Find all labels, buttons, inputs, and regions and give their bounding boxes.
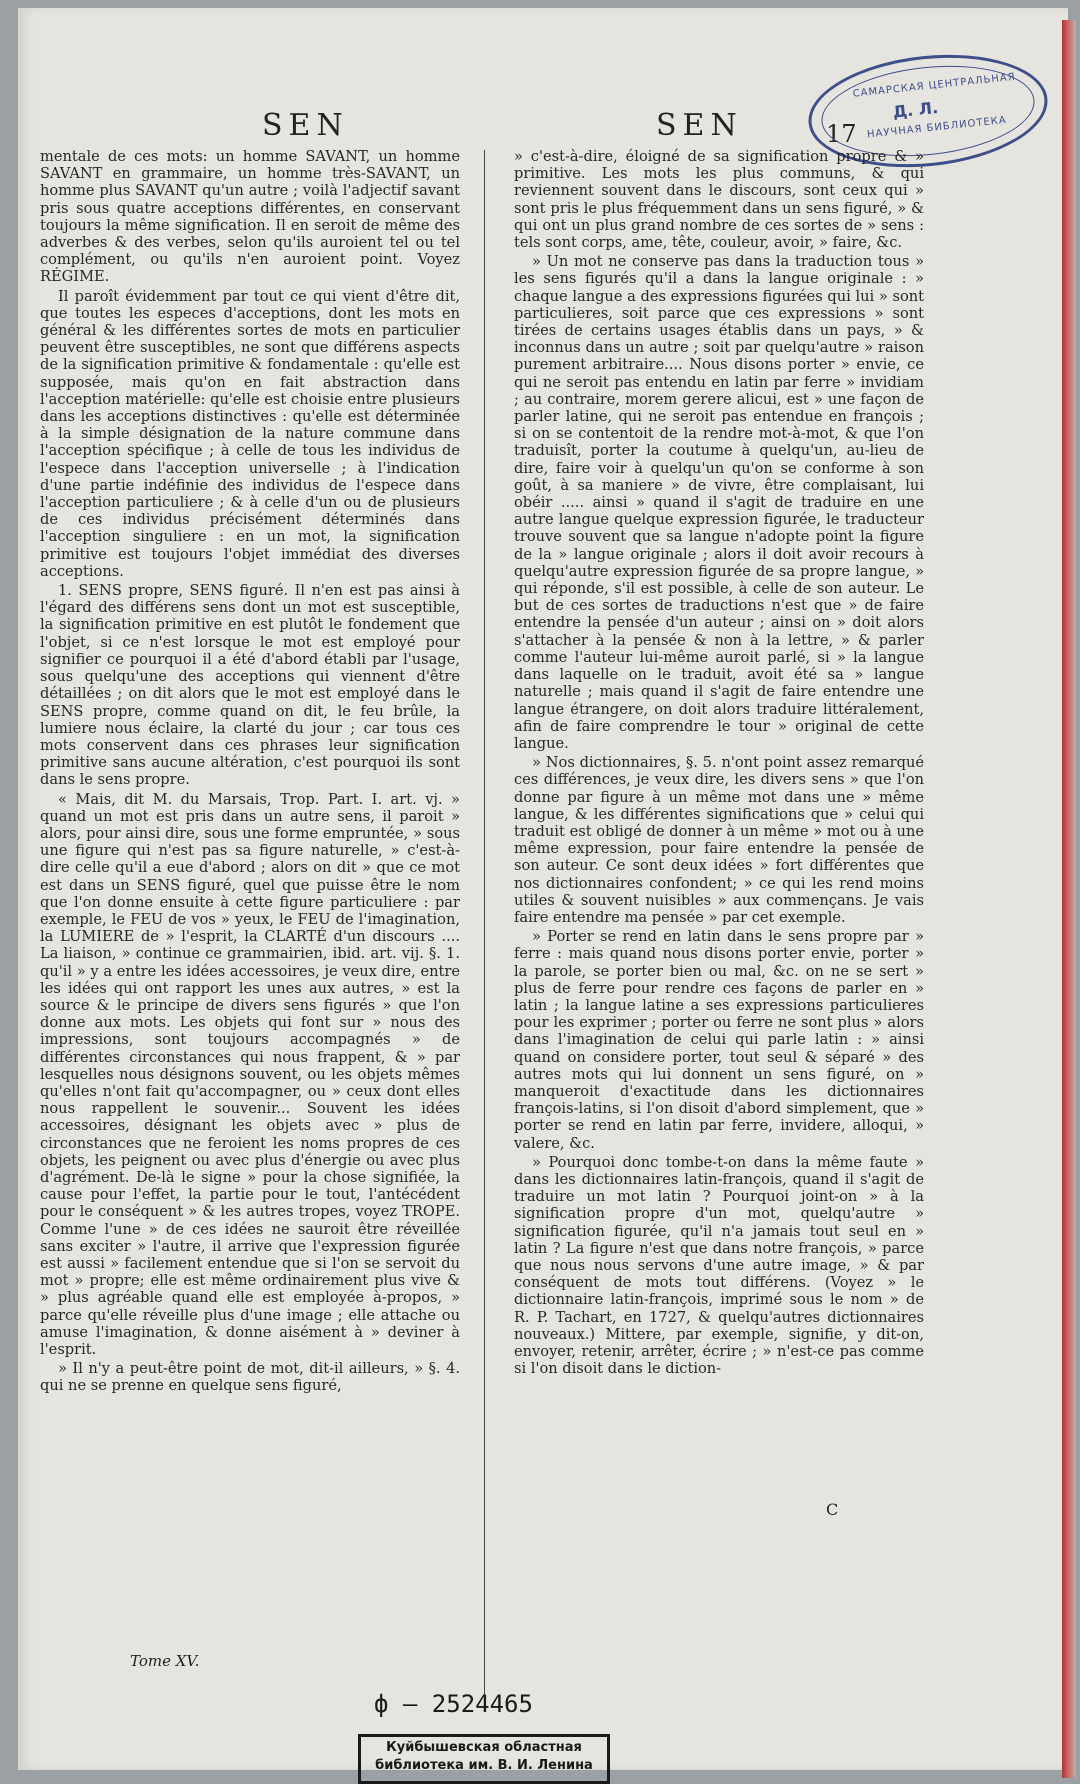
running-head-right: SEN bbox=[656, 108, 743, 143]
paragraph: » c'est-à-dire, éloigné de sa signification propre & » primitive. Les mots les plus communs, & qui reviennent souvent dans le discours, sont ceux qui » sont pris le plus fréquemment dans un sens figuré, » & qui ont un plus grand nombre de ces sortes de » sens : tels sont corps, ame, tête, couleur, avoir, » faire, &c. bbox=[514, 148, 924, 252]
column-divider bbox=[484, 150, 485, 1698]
stamp-rect-line1: Куйбышевская областная bbox=[386, 1740, 582, 1755]
paragraph: » Il n'y a peut-être point de mot, dit-il ailleurs, » §. 4. qui ne se prenne en quelque sens figuré, bbox=[40, 1360, 460, 1395]
volume-label: Tome XV. bbox=[130, 1652, 200, 1670]
paragraph: » Pourquoi donc tombe-t-on dans la même faute » dans les dictionnaires latin-françois, quand il s'agit de traduire un mot latin ? Pourquoi joint-on » à la signification propre d'un mot, quelqu'autre » signification figurée, qu'il n'a jamais tout seul en » latin ? La figure n'est que dans notre françois, » parce que nous nous servons d'une autre image, » & par conséquent de mots tout différens. (Voyez » le dictionnaire latin-françois, imprimé sous le nom » de R. P. Tachart, en 1727, & quelqu'autres dictionnaires nouveaux.) Mittere, par exemple, signifie, y dit-on, envoyer, retenir, arrêter, écrire ; » n'est-ce pas comme si l'on disoit dans le diction- bbox=[514, 1153, 924, 1378]
right-column bbox=[514, 148, 924, 1379]
paragraph: mentale de ces mots: un homme SAVANT, un homme SAVANT en grammaire, un homme très-SAVANT, un homme plus SAVANT qu'un autre ; voilà l'adjectif savant pris sous quatre acceptions différentes, en conservant toujours la même signification. Il en seroit de même des adverbes & des verbes, selon qu'ils auroient tel ou tel complément, ou qu'ils n'en auroient point. Voyez RÉGIME. bbox=[40, 148, 460, 286]
paragraph: » Nos dictionnaires, §. 5. n'ont point assez remarqué ces différences, je veux dire, les divers sens » que l'on donne par figure à un même mot dans une » même langue, & les différentes significations que » celui qui traduit est obligé de donner à un même » mot ou à une même expression, pour faire entendre la pensée de son auteur. Ce sont deux idées » fort différentes que nos dictionnaires confondent; » ce qui les rend moins utiles & souvent nuisibles » aux commençans. Je vais faire entendre ma pensée » par cet exemple. bbox=[514, 754, 924, 926]
running-head-left: SEN bbox=[262, 108, 349, 143]
library-rect-stamp bbox=[358, 1734, 610, 1784]
paragraph: « Mais, dit M. du Marsais, Trop. Part. I. art. vj. » quand un mot est pris dans un autre sens, il paroit » alors, pour ainsi dire, sous une forme empruntée, » sous une figure qui n'est pas sa figure naturelle, » c'est-à-dire celle qu'il a eue d'abord ; alors on dit » que ce mot est dans un SENS figuré, quel que puisse être le nom que l'on donne ensuite à cette figure particuliere : par exemple, le FEU de vos » yeux, le FEU de l'imagination, la LUMIERE de » l'esprit, la CLARTÉ d'un discours .... La liaison, » continue ce grammairien, ibid. art. vij. §. 1. qu'il » y a entre les idées accessoires, je veux dire, entre les idées qui ont rapport les unes aux autres, » est la source & le principe de divers sens figurés » que l'on donne aux mots. Les objets qui font sur » nous des impressions, sont toujours accompagnés » de différentes circonstances qui nous frappent, & » par lesquelles nous désignons souvent, ou les objets mêmes qu'elles n'ont fait qu'accompagner, ou » ceux dont elles nous rappellent le souvenir... Souvent les idées accessoires, désignant les objets avec » plus de circonstances que ne feroient les noms propres de ces objets, les peignent ou avec plus d'énergie ou avec plus d'agrément. De-là le signe » pour la chose signifiée, la cause pour l'effet, la partie pour le tout, l'antécédent pour le conséquent » & les autres tropes, voyez TROPE. Comme l'une » de ces idées ne sauroit être réveillée sans exciter » l'autre, il arrive que l'expression figurée est aussi » facilement entendue que si l'on se servoit du mot » propre; elle est même ordinairement plus vive & » plus agréable quand elle est employée à-propos, » parce qu'elle réveille plus d'une image ; elle attache ou amuse l'imagination, & donne aisément à » deviner à l'esprit. bbox=[40, 790, 460, 1359]
signature-mark: C bbox=[826, 1500, 839, 1519]
paragraph: » Porter se rend en latin dans le sens propre par » ferre : mais quand nous disons porter envie, porter » la parole, se porter bien ou mal, &c. on ne se sert » plus de ferre pour rendre ces façons de parler en » latin ; la langue latine a ses expressions particulieres pour les exprimer ; porter ou ferre ne sont plus » alors dans l'imagination de celui qui parle latin : » ainsi quand on considere porter, tout seul & séparé » des autres mots qui lui donnent un sens figuré, on » manqueroit d'exactitude dans les dictionnaires françois-latins, si l'on disoit d'abord simplement, que » porter se rend en latin par ferre, invidere, alloqui, » valere, &c. bbox=[514, 928, 924, 1152]
stamp-rect-line2: библиотека им. В. И. Ленина bbox=[375, 1758, 593, 1773]
left-column bbox=[40, 148, 460, 1397]
stamp-oval-bottom-text: НАУЧНАЯ БИБЛИОТЕКА bbox=[866, 114, 1008, 141]
paragraph: » Un mot ne conserve pas dans la traduction tous » les sens figurés qu'il a dans la langue originale : » chaque langue a des expressions figurées qui lui » sont particulieres, soit parce que ces expressions » sont tirées de certains usages établis dans un pays, » & inconnus dans un autre ; soit par quelqu'autre » raison purement arbitraire.... Nous disons porter » envie, ce qui ne seroit pas entendu en latin par ferre » invidiam ; au contraire, morem gerere alicui, est » une façon de parler latine, qui ne seroit pas entendue en françois ; si on se contentoit de la rendre mot-à-mot, & que l'on traduisît, porter la coutume à quelqu'un, au-lieu de dire, faire voir à quelqu'un qu'on se conforme à son goût, à sa maniere » de vivre, être complaisant, lui obéir ..... ainsi » quand il s'agit de traduire en une autre langue quelque expression figurée, le traducteur trouve souvent que sa langue n'adopte point la figure de la » langue originale ; alors il doit avoir recours à quelqu'autre expression figurée de sa propre langue, » qui réponde, s'il est possible, à celle de son auteur. Le but de ces sortes de traductions n'est que » de faire entendre la pensée d'un auteur ; ainsi on » doit alors s'attacher à la pensée & non à la lettre, » & parler comme l'auteur lui-même auroit parlé, si » la langue dans laquelle on le traduit, avoit été sa » langue naturelle ; mais quand il s'agit de faire entendre une langue étrangere, on doit alors traduire littéralement, afin de faire comprendre le tour » original de cette langue. bbox=[514, 253, 924, 752]
stamp-oval-mid-text: Д. Л. bbox=[891, 97, 939, 122]
page-edge bbox=[1062, 20, 1076, 1778]
paragraph: Il paroît évidemment par tout ce qui vient d'être dit, que toutes les especes d'acceptions, dont les mots en général & les différentes sortes de mots en particulier peuvent être susceptibles, ne sont que différens aspects de la signification primitive & fondamentale : qu'elle est supposée, mais qu'on en fait abstraction dans l'acception matérielle: qu'elle est choisie entre plusieurs dans les acceptions distinctives : qu'elle est déterminée à la simple désignation de la nature commune dans l'acception spécifique ; à celle de tous les individus de l'espece dans l'acception universelle ; à l'indication d'une partie indéfinie des individus de l'espece dans l'acception particuliere ; & à celle d'un ou de plusieurs de ces individus précisément déterminés dans l'acception singuliere : en un mot, la signification primitive est toujours l'objet immédiat des diverses acceptions. bbox=[40, 287, 460, 580]
stamp-oval-top-text: САМАРСКАЯ ЦЕНТРАЛЬНАЯ bbox=[852, 71, 1017, 100]
paragraph: 1. SENS propre, SENS figuré. Il n'en est pas ainsi à l'égard des différens sens dont un mot est susceptible, la signification primitive en est plutôt le fondement que l'objet, si ce n'est lorsque le mot est employé pour signifier ce pourquoi il a été d'abord établi par l'usage, sous quelqu'une des acceptions qui viennent d'être détaillées ; on dit alors que le mot est employé dans le SENS propre, comme quand on dit, le feu brûle, la lumiere nous éclaire, la clarté du jour ; car tous ces mots conservent dans ces phrases leur signification primitive sans aucune altération, c'est pourquoi ils sont dans le sens propre. bbox=[40, 582, 460, 789]
inventory-number: ф – 2524465 bbox=[374, 1690, 533, 1718]
page-number: 17 bbox=[826, 120, 857, 148]
